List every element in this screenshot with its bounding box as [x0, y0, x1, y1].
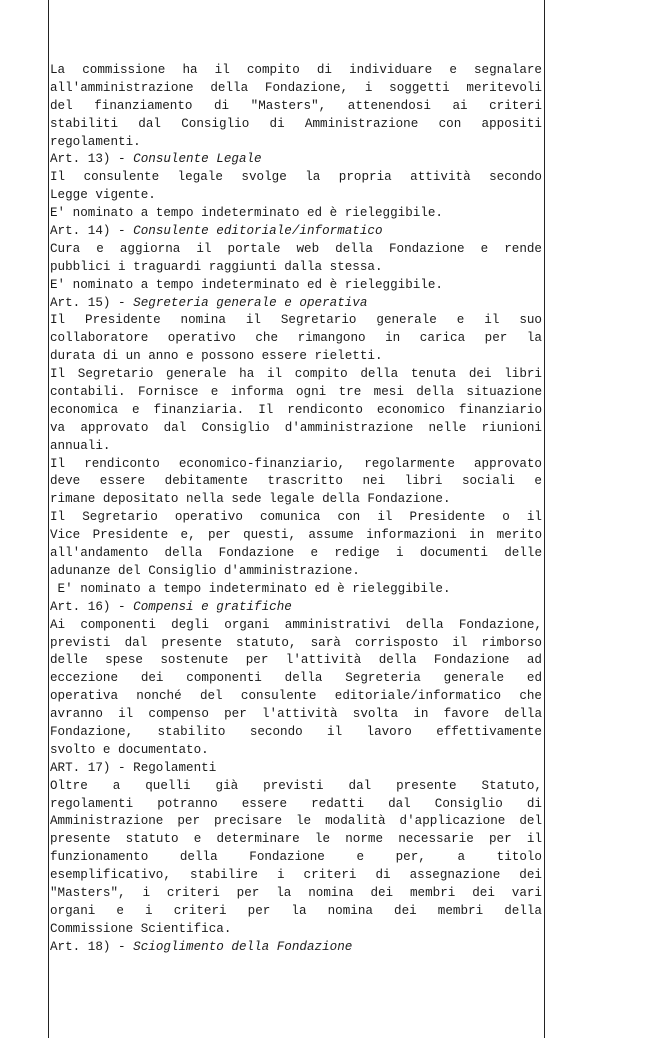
text-line	[50, 831, 542, 849]
text-line	[50, 635, 542, 653]
text-run: Art. 15) -	[50, 295, 134, 310]
text-run: stabiliti dal Consiglio di Amministrazione con appositi	[50, 116, 542, 131]
text-run: Art. 13) -	[50, 152, 134, 167]
text-line	[50, 688, 542, 706]
text-run: Art. 18) -	[50, 939, 134, 954]
text-run: del finanziamento di "Masters", attenendosi ai criteri	[50, 98, 542, 113]
text-run: contabili. Fornisce e informa ogni tre mesi della situazione	[50, 385, 542, 400]
text-line	[50, 98, 542, 116]
text-line	[50, 849, 542, 867]
text-run: regolamenti.	[50, 134, 141, 149]
text-line	[50, 295, 542, 313]
text-run: svolto e documentato.	[50, 742, 209, 757]
text-line	[50, 778, 542, 796]
text-line	[50, 599, 542, 617]
text-run: durata di un anno e possono essere rieletti.	[50, 349, 383, 364]
text-run: Oltre a quelli già previsti dal presente Statuto,	[50, 778, 542, 793]
text-run: "Masters", i criteri per la nomina dei membri dei vari	[50, 885, 542, 900]
text-run: Fondazione, stabilito secondo il lavoro effettivamente	[50, 724, 542, 739]
right-margin-rule	[544, 0, 545, 1038]
text-run: operativa nonché del consulente editoriale/informatico che	[50, 689, 542, 704]
text-line	[50, 617, 542, 635]
article-heading-title: Scioglimento della Fondazione	[133, 939, 353, 954]
text-line	[50, 205, 542, 223]
text-run: all'amministrazione della Fondazione, i soggetti meritevoli	[50, 80, 542, 95]
text-run: rimane depositato nella sede legale della Fondazione.	[50, 492, 451, 507]
text-line	[50, 116, 542, 134]
text-line	[50, 760, 542, 778]
text-line	[50, 241, 542, 259]
text-run: ART. 17) - Regolamenti	[50, 760, 217, 775]
text-run: Il Segretario operativo comunica con il Presidente o il	[50, 510, 542, 525]
text-line	[50, 169, 542, 187]
text-run: regolamenti potranno essere redatti dal Consiglio di	[50, 796, 542, 811]
text-run: adunanze del Consiglio d'amministrazione.	[50, 563, 360, 578]
text-run: economica e finanziaria. Il rendiconto economico finanziario	[50, 402, 542, 417]
text-line	[50, 563, 542, 581]
text-run: all'andamento della Fondazione e redige i documenti delle	[50, 546, 542, 561]
text-run: Il Segretario generale ha il compito della tenuta dei libri	[50, 367, 542, 382]
text-line	[50, 670, 542, 688]
text-line	[50, 867, 542, 885]
text-run: Il Presidente nomina il Segretario generale e il suo	[50, 313, 542, 328]
text-line	[50, 491, 542, 509]
text-run: organi e i criteri per la nomina dei membri della	[50, 903, 542, 918]
text-line	[50, 456, 542, 474]
text-line	[50, 187, 542, 205]
text-line	[50, 509, 542, 527]
text-line	[50, 366, 542, 384]
text-run: delle spese sostenute per l'attività della Fondazione ad	[50, 653, 542, 668]
text-line	[50, 384, 542, 402]
text-run: esemplificativo, stabilire i criteri di assegnazione dei	[50, 868, 542, 883]
text-line	[50, 921, 542, 939]
text-line	[50, 330, 542, 348]
text-run: collaboratore operativo che rimangono in carica per la	[50, 331, 542, 346]
text-run: eccezione dei componenti della Segreteria generale ed	[50, 671, 542, 686]
text-run: Art. 14) -	[50, 224, 134, 239]
text-line	[50, 652, 542, 670]
text-run: E' nominato a tempo indeterminato ed è rieleggibile.	[50, 206, 443, 221]
text-run: previsti dal presente statuto, sarà corrisposto il rimborso	[50, 635, 542, 650]
text-run: funzionamento della Fondazione e per, a titolo	[50, 850, 542, 865]
text-run: presente statuto e determinare le norme necessarie per il	[50, 832, 542, 847]
text-line	[50, 438, 542, 456]
text-line	[50, 80, 542, 98]
text-line	[50, 402, 542, 420]
article-heading-title: Consulente Legale	[133, 152, 262, 167]
text-line	[50, 277, 542, 295]
text-line	[50, 348, 542, 366]
text-line	[50, 420, 542, 438]
text-run: Legge vigente.	[50, 188, 156, 203]
text-line	[50, 742, 542, 760]
text-run: Vice Presidente e, per questi, assume informazioni in merito	[50, 528, 542, 543]
text-run: La commissione ha il compito di individuare e segnalare	[50, 63, 542, 77]
text-run: Cura e aggiorna il portale web della Fondazione e rende	[50, 241, 542, 256]
text-line	[50, 903, 542, 921]
text-line	[50, 706, 542, 724]
text-line	[50, 312, 542, 330]
text-line	[50, 527, 542, 545]
text-line	[50, 581, 542, 599]
article-heading-title: Segreteria generale e operativa	[133, 295, 368, 310]
text-run: E' nominato a tempo indeterminato ed è rieleggibile.	[50, 581, 451, 596]
text-run: Il rendiconto economico-finanziario, regolarmente approvato	[50, 456, 542, 471]
text-line	[50, 545, 542, 563]
text-run: Art. 16) -	[50, 599, 134, 614]
left-margin-rule	[48, 0, 49, 1038]
text-line	[50, 151, 542, 169]
text-run: va approvato dal Consiglio d'amministrazione nelle riunioni	[50, 420, 542, 435]
text-run: Ai componenti degli organi amministrativi della Fondazione,	[50, 617, 542, 632]
text-line	[50, 724, 542, 742]
text-line	[50, 813, 542, 831]
text-line	[50, 62, 542, 80]
text-line	[50, 223, 542, 241]
document-body	[50, 62, 542, 957]
text-line	[50, 259, 542, 277]
text-run: Commissione Scientifica.	[50, 921, 232, 936]
text-run: E' nominato a tempo indeterminato ed è rieleggibile.	[50, 277, 443, 292]
text-line	[50, 796, 542, 814]
text-line	[50, 473, 542, 491]
text-run: Amministrazione per precisare le modalità d'applicazione del	[50, 814, 542, 829]
text-run: avranno il compenso per l'attività svolta in favore della	[50, 707, 542, 722]
text-line	[50, 885, 542, 903]
article-heading-title: Compensi e gratifiche	[133, 599, 292, 614]
text-run: annuali.	[50, 438, 111, 453]
text-line	[50, 939, 542, 957]
text-run: deve essere debitamente trascritto nei libri sociali e	[50, 474, 542, 489]
text-run: Il consulente legale svolge la propria attività secondo	[50, 170, 542, 185]
text-line	[50, 134, 542, 152]
article-heading-title: Consulente editoriale/informatico	[133, 224, 383, 239]
text-run: pubblici i traguardi raggiunti dalla stessa.	[50, 259, 383, 274]
